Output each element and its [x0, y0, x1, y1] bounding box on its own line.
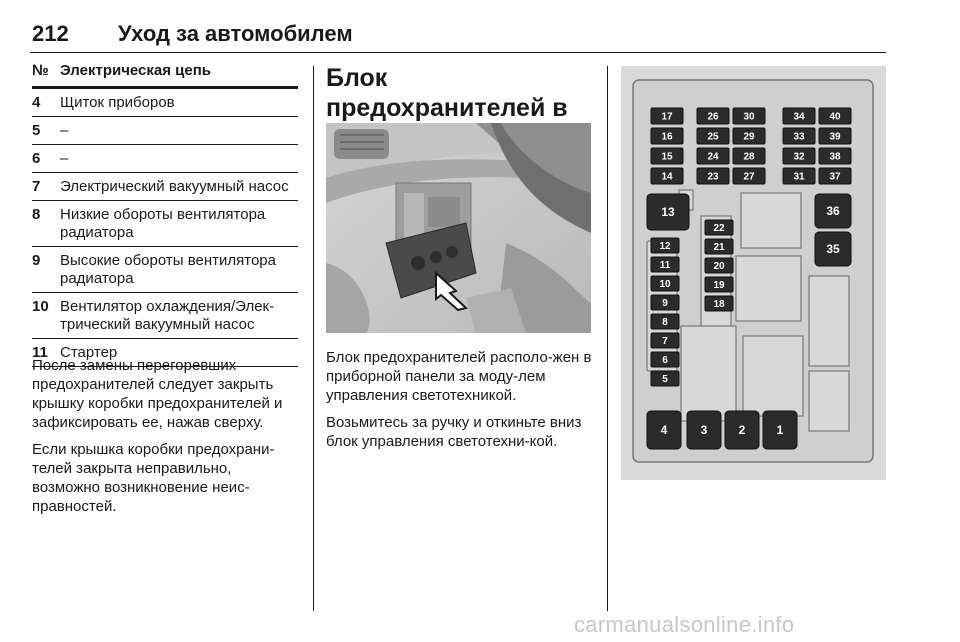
fuse-13: [647, 194, 689, 230]
fuse-15: [651, 148, 683, 164]
table-header: [32, 62, 298, 89]
svg-text:33: 33: [793, 131, 805, 143]
dashboard-photo: [326, 123, 591, 333]
fuse-6: [651, 352, 679, 367]
svg-text:25: 25: [707, 131, 719, 143]
svg-text:6: 6: [662, 355, 668, 366]
row-number: 11: [32, 344, 48, 361]
svg-text:34: 34: [793, 111, 805, 123]
svg-text:20: 20: [713, 261, 725, 272]
svg-text:10: 10: [659, 279, 671, 290]
row-number: 9: [32, 252, 41, 269]
section-title: Уход за автомобилем: [118, 21, 353, 46]
svg-text:4: 4: [660, 423, 668, 437]
svg-text:24: 24: [707, 151, 719, 163]
fuse-box-diagram: [621, 66, 886, 480]
svg-text:26: 26: [707, 111, 719, 123]
paragraph-cover-warning: Если крышка коробки предохрани-телей закрыта неправильно, возможно возникновение неис-правностей.: [32, 441, 275, 515]
svg-text:14: 14: [661, 171, 673, 183]
fuse-16: [651, 128, 683, 144]
svg-text:28: 28: [743, 151, 755, 163]
row-number: 10: [32, 298, 49, 315]
fuse-27: [733, 168, 765, 184]
table-row: [32, 89, 298, 117]
header-rule: [30, 52, 886, 53]
paragraph-close-cover: После замены перегоревших предохранителей следует закрыть крышку коробки предохранителей и зафиксировать ее, нажав сверху.: [32, 357, 283, 431]
fuse-24: [697, 148, 729, 164]
fuse-36: [815, 194, 851, 228]
svg-text:3: 3: [700, 423, 708, 437]
row-number: 7: [32, 178, 41, 195]
svg-text:32: 32: [793, 151, 805, 163]
row-text: Низкие обороты вентилятора радиатора: [60, 206, 266, 241]
row-number: 8: [32, 206, 41, 223]
column-divider-right: [607, 66, 608, 611]
table-header-number: №: [32, 62, 49, 79]
table-header-circuit: Электрическая цепь: [60, 62, 212, 79]
fuse-34: [783, 108, 815, 124]
paragraph-instructions: Возьмитесь за ручку и откиньте вниз блок управления светотехни-кой.: [326, 414, 582, 450]
svg-text:12: 12: [659, 241, 671, 252]
row-text: –: [60, 122, 69, 139]
fuse-2: [725, 411, 759, 449]
fuse-11: [651, 257, 679, 272]
svg-text:35: 35: [826, 242, 840, 256]
svg-text:7: 7: [662, 336, 668, 347]
fuse-18: [705, 296, 733, 311]
fuse-22: [705, 220, 733, 235]
fuse-28: [733, 148, 765, 164]
svg-text:21: 21: [713, 242, 725, 253]
fuse-38: [819, 148, 851, 164]
table-row: [32, 293, 298, 339]
svg-text:31: 31: [793, 171, 805, 183]
fuse-20: [705, 258, 733, 273]
fuse-4: [647, 411, 681, 449]
left-body-text: [32, 356, 300, 524]
fuse-9: [651, 295, 679, 310]
table-row: [32, 201, 298, 247]
subsection-heading: Блок предохранителей в: [326, 64, 568, 122]
page-number: 212: [32, 21, 69, 46]
svg-text:17: 17: [661, 111, 673, 123]
svg-text:30: 30: [743, 111, 755, 123]
fuse-32: [783, 148, 815, 164]
svg-text:15: 15: [661, 151, 673, 163]
row-text: –: [60, 150, 69, 167]
svg-text:13: 13: [661, 205, 675, 219]
table-row: [32, 117, 298, 145]
fuse-3: [687, 411, 721, 449]
fuse-7: [651, 333, 679, 348]
fuse-40: [819, 108, 851, 124]
table-row: [32, 173, 298, 201]
fuse-37: [819, 168, 851, 184]
fuse-8: [651, 314, 679, 329]
fuse-39: [819, 128, 851, 144]
svg-text:2: 2: [738, 423, 746, 437]
fuse-33: [783, 128, 815, 144]
fuse-23: [697, 168, 729, 184]
fuse-circuit-table: [32, 62, 298, 367]
row-number: 5: [32, 122, 41, 139]
svg-text:16: 16: [661, 131, 673, 143]
svg-text:37: 37: [829, 171, 841, 183]
row-text: Стартер: [60, 344, 118, 361]
row-number: 6: [32, 150, 41, 167]
fuse-5: [651, 371, 679, 386]
middle-body-text: [326, 348, 596, 459]
fuse-12: [651, 238, 679, 253]
fuse-10: [651, 276, 679, 291]
svg-text:23: 23: [707, 171, 719, 183]
svg-text:40: 40: [829, 111, 841, 123]
fuse-box-svg: [621, 66, 886, 480]
fuse-30: [733, 108, 765, 124]
fuse-14: [651, 168, 683, 184]
svg-text:5: 5: [662, 374, 668, 385]
fuse-35: [815, 232, 851, 266]
fuse-19: [705, 277, 733, 292]
svg-text:22: 22: [713, 223, 725, 234]
fuse-26: [697, 108, 729, 124]
row-text: Вентилятор охлаждения/Элек-трический вакуумный насос: [60, 298, 275, 333]
fuse-17: [651, 108, 683, 124]
table-row: [32, 247, 298, 293]
fuse-1: [763, 411, 797, 449]
svg-text:8: 8: [662, 317, 668, 328]
svg-text:36: 36: [826, 204, 840, 218]
row-text: Щиток приборов: [60, 94, 175, 111]
svg-text:9: 9: [662, 298, 668, 309]
svg-text:18: 18: [713, 299, 725, 310]
paragraph-location: Блок предохранителей располо-жен в приборной панели за моду-лем управления светотехникой.: [326, 349, 592, 404]
watermark: carmanualsonline.info: [574, 612, 795, 637]
fuse-21: [705, 239, 733, 254]
row-number: 4: [32, 94, 41, 111]
fuse-31: [783, 168, 815, 184]
svg-text:11: 11: [659, 260, 671, 271]
svg-text:38: 38: [829, 151, 841, 163]
column-divider-left: [313, 66, 314, 611]
fuse-29: [733, 128, 765, 144]
svg-text:39: 39: [829, 131, 841, 143]
row-text: Электрический вакуумный насос: [60, 178, 289, 195]
row-text: Высокие обороты вентилятора радиатора: [60, 252, 276, 287]
table-row: [32, 145, 298, 173]
svg-text:1: 1: [776, 423, 784, 437]
svg-text:19: 19: [713, 280, 725, 291]
svg-text:27: 27: [743, 171, 755, 183]
fuse-25: [697, 128, 729, 144]
svg-text:29: 29: [743, 131, 755, 143]
